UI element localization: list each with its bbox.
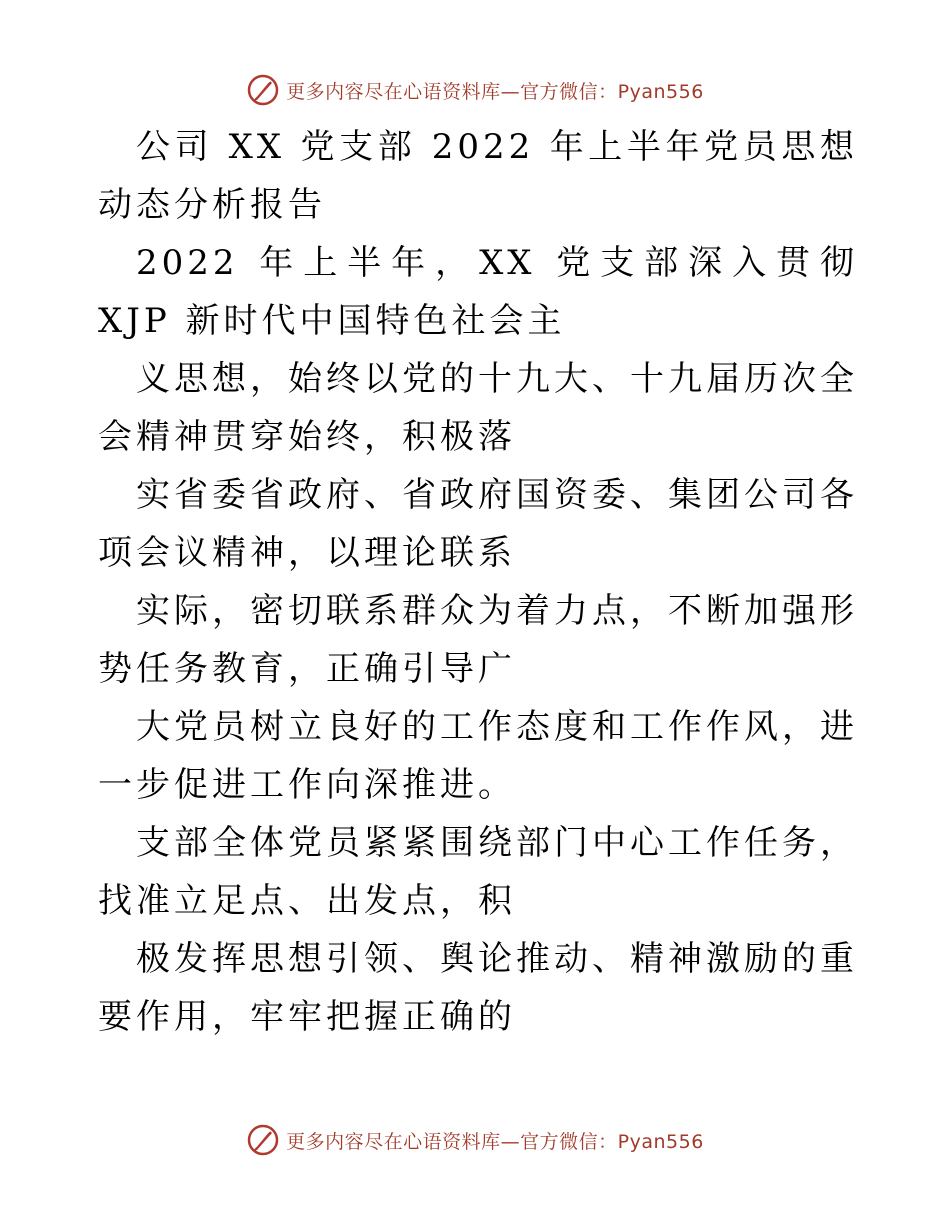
paragraph: 2022 年上半年，XX 党支部深入贯彻 XJP 新时代中国特色社会主 (98, 243, 858, 341)
paragraph: 实省委省政府、省政府国资委、集团公司各项会议精神，以理论联系 (98, 475, 858, 573)
paragraph: 极发挥思想引领、舆论推动、精神激励的重要作用，牢牢把握正确的 (98, 939, 858, 1037)
footer-banner (0, 1120, 950, 1160)
footer-banner-text: 更多内容尽在心语资料库—官方微信：Pyan556 (286, 1130, 704, 1153)
header-banner-text: 更多内容尽在心语资料库—官方微信：Pyan556 (286, 80, 704, 103)
paragraph: 公司 XX 党支部 2022 年上半年党员思想动态分析报告 (98, 127, 858, 225)
paragraph: 大党员树立良好的工作态度和工作作风，进一步促进工作向深推进。 (98, 707, 858, 805)
paragraph: 支部全体党员紧紧围绕部门中心工作任务，找准立足点、出发点，积 (98, 823, 858, 921)
header-banner (0, 70, 950, 110)
document-body (98, 118, 858, 1046)
paragraph: 义思想，始终以党的十九大、十九届历次全会精神贯穿始终，积极落 (98, 359, 858, 457)
paragraph: 实际，密切联系群众为着力点，不断加强形势任务教育，正确引导广 (98, 591, 858, 689)
quill-pen-logo-icon (246, 73, 280, 107)
quill-pen-logo-icon (246, 1123, 280, 1157)
